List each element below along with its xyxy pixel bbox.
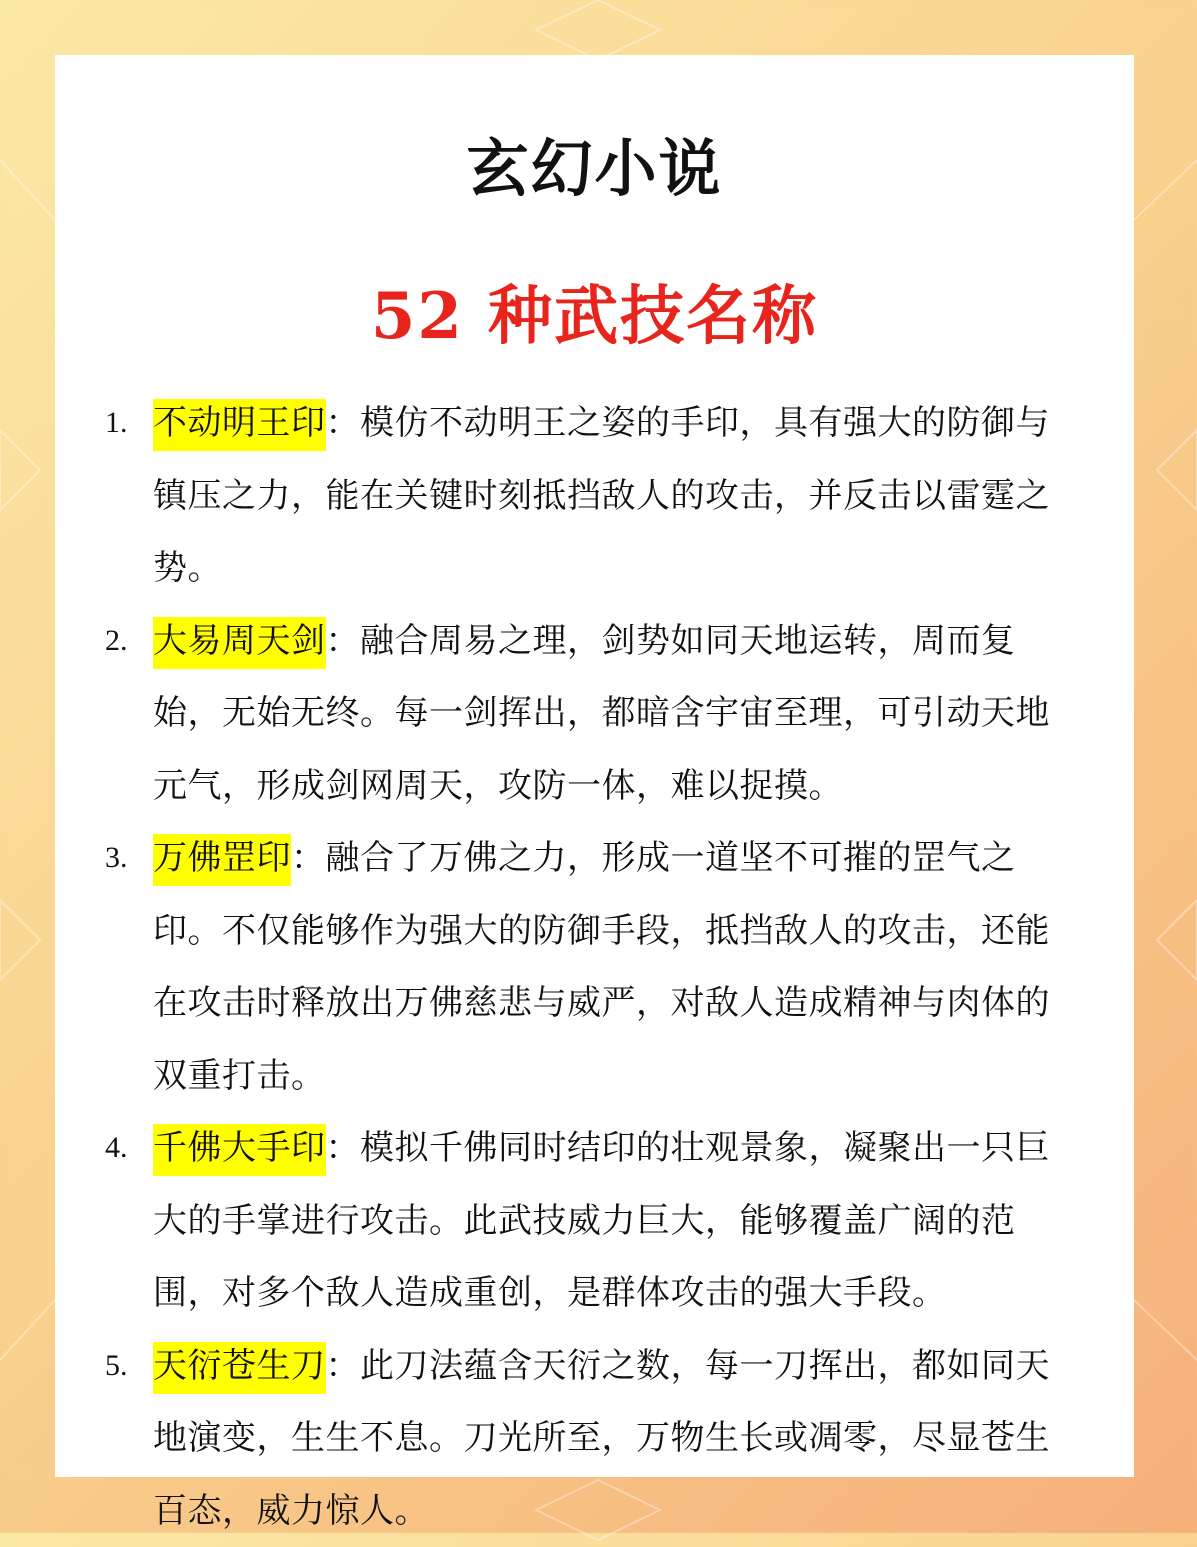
- list-item: [55, 1112, 1134, 1330]
- skill-description: 融合了万佛之力，形成一道坚不可摧的罡气之印。不仅能够作为强大的防御手段，抵挡敌人的攻击，还能在攻击时释放出万佛慈悲与威严，对敌人造成精神与肉体的双重打击。: [153, 838, 1050, 1096]
- item-text: [153, 605, 1063, 823]
- item-separator: ：: [326, 621, 361, 661]
- skill-list: [55, 387, 1134, 1547]
- list-item: [55, 1330, 1134, 1547]
- skill-description: 融合周易之理，剑势如同天地运转，周而复始，无始无终。每一剑挥出，都暗含宇宙至理，可引动天地元气，形成剑网周天，攻防一体，难以捉摸。: [153, 621, 1050, 806]
- list-item: [55, 822, 1134, 1112]
- item-number: 1.: [105, 399, 128, 447]
- item-separator: ：: [291, 838, 326, 878]
- skill-name-highlight: 天衍苍生刀: [153, 1342, 326, 1394]
- item-number: 2.: [105, 617, 128, 665]
- item-number: 5.: [105, 1342, 128, 1390]
- item-text: [153, 822, 1063, 1112]
- skill-name-highlight: 千佛大手印: [153, 1124, 326, 1176]
- item-number: 4.: [105, 1124, 128, 1172]
- skill-name-highlight: 不动明王印: [153, 399, 326, 451]
- list-item: [55, 605, 1134, 823]
- page-subtitle: 52 种武技名称: [55, 280, 1134, 354]
- content-card: [55, 55, 1134, 1477]
- item-text: [153, 1112, 1063, 1330]
- skill-name-highlight: 大易周天剑: [153, 617, 326, 669]
- item-number: 3.: [105, 834, 128, 882]
- skill-description: 此刀法蕴含天衍之数，每一刀挥出，都如同天地演变，生生不息。刀光所至，万物生长或凋零，尽显苍生百态，威力惊人。: [153, 1346, 1050, 1531]
- item-separator: ：: [326, 403, 361, 443]
- page-title: 玄幻小说: [55, 133, 1134, 205]
- list-item: [55, 387, 1134, 605]
- skill-description: 模拟千佛同时结印的壮观景象，凝聚出一只巨大的手掌进行攻击。此武技威力巨大，能够覆盖广阔的范围，对多个敌人造成重创，是群体攻击的强大手段。: [153, 1128, 1050, 1313]
- item-text: [153, 387, 1063, 605]
- item-separator: ：: [326, 1128, 361, 1168]
- skill-description: 模仿不动明王之姿的手印，具有强大的防御与镇压之力，能在关键时刻抵挡敌人的攻击，并反击以雷霆之势。: [153, 403, 1050, 588]
- item-text: [153, 1330, 1063, 1547]
- item-separator: ：: [326, 1346, 361, 1386]
- skill-name-highlight: 万佛罡印: [153, 834, 291, 886]
